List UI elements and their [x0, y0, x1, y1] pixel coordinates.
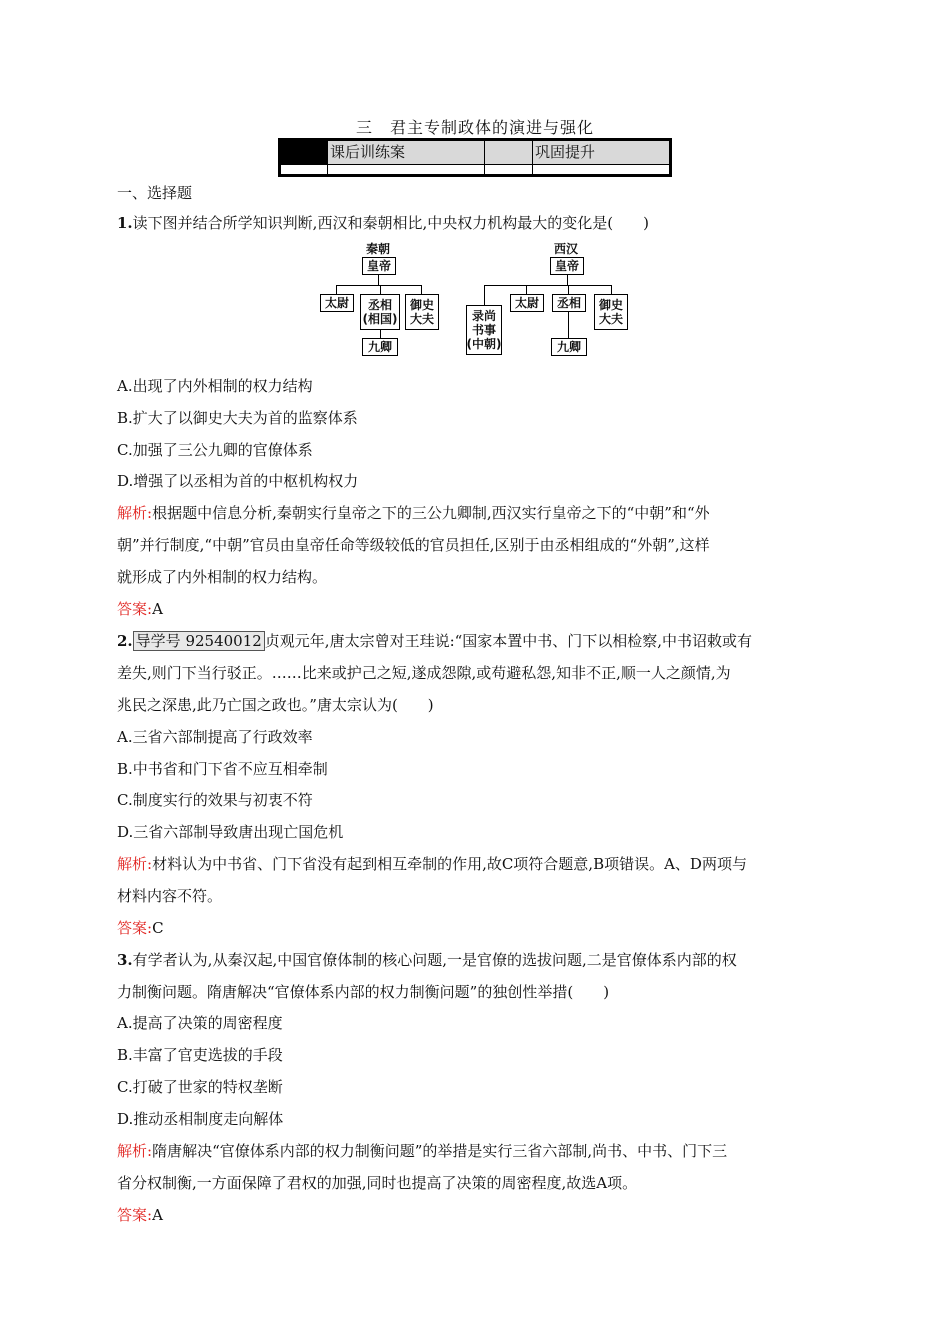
q2-stem-line3: 兆民之深患,此乃亡国之政也。”唐太宗认为( ) [117, 696, 434, 714]
q1-analysis-line1: 解析:根据题中信息分析,秦朝实行皇帝之下的三公九卿制,西汉实行皇帝之下的“中朝”和“外 [117, 504, 710, 522]
q1-stem: 1.读下图并结合所学知识判断,西汉和秦朝相比,中央权力机构最大的变化是( ) [117, 214, 649, 232]
q2-answer: 答案:C [117, 919, 164, 937]
q1-option-c: C.加强了三公九卿的官僚体系 [117, 441, 313, 459]
qin-emperor: 皇帝 [362, 257, 396, 275]
han-emperor: 皇帝 [550, 257, 584, 275]
q3-option-b: B.丰富了官吏选拔的手段 [117, 1046, 283, 1064]
q2-analysis-line2: 材料内容不符。 [117, 887, 223, 905]
q3-option-c: C.打破了世家的特权垄断 [117, 1078, 283, 1096]
han-lushangshushi: 录尚 书事 (中朝) [466, 305, 502, 355]
qin-taiwei: 太尉 [320, 294, 354, 312]
q1-analysis-line2: 朝”并行制度,“中朝”官员由皇帝任命等级较低的官员担任,区别于由丞相组成的“外朝”,这样 [117, 536, 710, 554]
header-cell-practice: 课后训练案 [328, 141, 485, 165]
han-chengxiang: 丞相 [552, 294, 586, 312]
qin-yushi: 御史 大夫 [405, 294, 439, 330]
q2-option-c: C.制度实行的效果与初衷不符 [117, 791, 313, 809]
q2-stem-line1: 2. 导学号 92540012 贞观元年,唐太宗曾对王珪说:“国家本置中书、门下以相检察,中书诏敕或有 [117, 632, 753, 650]
han-yushi: 御史 大夫 [594, 294, 628, 330]
section-heading: 一、选择题 [117, 184, 193, 202]
q3-analysis-line2: 省分权制衡,一方面保障了君权的加强,同时也提高了决策的周密程度,故选A项。 [117, 1174, 638, 1192]
q3-stem-line1: 3.有学者认为,从秦汉起,中国官僚体制的核心问题,一是官僚的选拔问题,二是官僚体系内部的权 [117, 951, 737, 969]
q1-option-d: D.增强了以丞相为首的中枢机构权力 [117, 472, 359, 490]
qin-jiuqing: 九卿 [362, 338, 398, 356]
q3-option-a: A.提高了决策的周密程度 [117, 1014, 283, 1032]
q1-diagram [0, 0, 950, 370]
q3-answer: 答案:A [117, 1206, 163, 1224]
q1-analysis-line3: 就形成了内外相制的权力结构。 [117, 568, 328, 586]
q1-option-a: A.出现了内外相制的权力结构 [117, 377, 313, 395]
q1-number: 1. [117, 214, 133, 232]
qin-label: 秦朝 [366, 242, 391, 256]
q2-option-d: D.三省六部制导致唐出现亡国危机 [117, 823, 344, 841]
q3-analysis-line1: 解析:隋唐解决“官僚体系内部的权力制衡问题”的举措是实行三省六部制,尚书、中书、门下三 [117, 1142, 728, 1160]
q3-option-d: D.推动丞相制度走向解体 [117, 1110, 284, 1128]
page-title: 三 君主专制政体的演进与强化 [355, 118, 594, 137]
q2-analysis-line1: 解析:材料认为中书省、门下省没有起到相互牵制的作用,故C项符合题意,B项错误。A、D两项与 [117, 855, 747, 873]
guide-number-tag[interactable]: 导学号 92540012 [133, 631, 265, 651]
q1-option-b: B.扩大了以御史大夫为首的监察体系 [117, 409, 358, 427]
q1-answer: 答案:A [117, 600, 163, 618]
han-jiuqing: 九卿 [551, 338, 587, 356]
header-cell-consolidate: 巩固提升 [533, 141, 669, 165]
q2-stem-line2: 差失,则门下当行驳正。……比来或护己之短,遂成怨隙,或苟避私怨,知非不正,顺一人之颜情,为 [117, 664, 731, 682]
q2-option-a: A.三省六部制提高了行政效率 [117, 728, 313, 746]
q3-stem-line2: 力制衡问题。隋唐解决“官僚体系内部的权力制衡问题”的独创性举措( ) [117, 983, 610, 1001]
q2-option-b: B.中书省和门下省不应互相牵制 [117, 760, 328, 778]
han-label: 西汉 [554, 242, 579, 256]
qin-chengxiang: 丞相 (相国) [360, 294, 400, 330]
han-taiwei: 太尉 [510, 294, 544, 312]
